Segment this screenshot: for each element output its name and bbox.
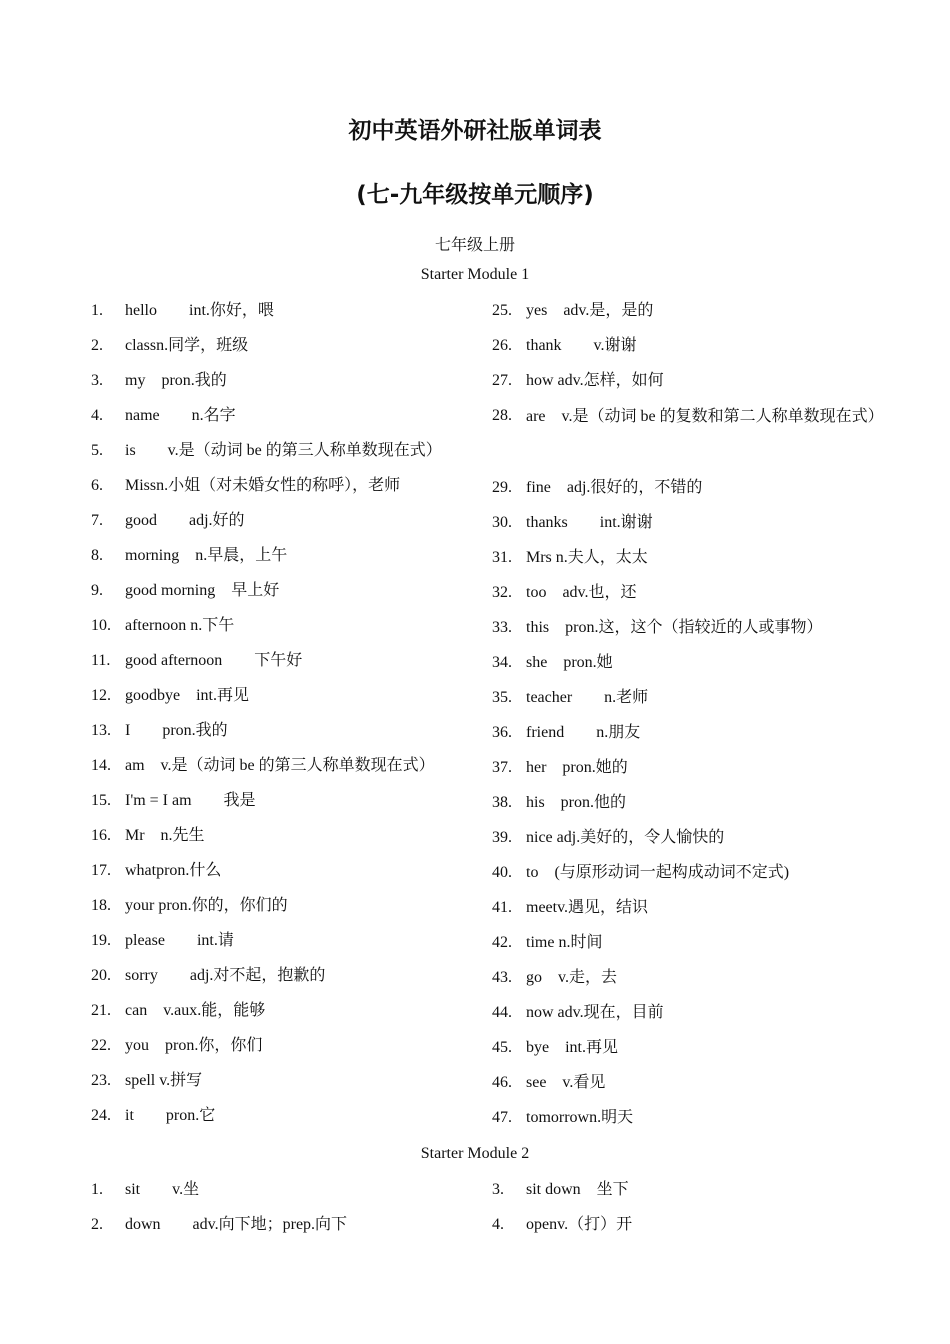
entry-text: down adv.向下地；prep.向下 — [125, 1216, 348, 1233]
vocab-entry — [492, 406, 882, 478]
entry-text: name n.名字 — [125, 407, 236, 424]
entry-number: 13. — [91, 722, 111, 739]
entry-number: 44. — [492, 1004, 512, 1021]
entry-text: your pron.你的，你们的 — [125, 897, 288, 914]
vocab-entry — [492, 1038, 882, 1073]
vocab-entry — [492, 478, 882, 513]
vocab-entry — [91, 406, 481, 441]
entry-number: 46. — [492, 1074, 512, 1091]
entry-text: sit down 坐下 — [526, 1181, 629, 1198]
module-1-right-column — [492, 301, 882, 1143]
entry-number: 30. — [492, 514, 512, 531]
document-title: 初中英语外研社版单词表 — [348, 118, 602, 144]
vocab-entry — [492, 548, 882, 583]
entry-number: 26. — [492, 337, 512, 354]
entry-number: 20. — [91, 967, 111, 984]
vocab-entry — [91, 931, 481, 966]
entry-text: she pron.她 — [526, 654, 613, 671]
entry-text: yes adv.是，是的 — [526, 302, 654, 319]
entry-number: 40. — [492, 864, 512, 881]
vocab-entry — [492, 968, 882, 1003]
entry-number: 8. — [91, 547, 103, 564]
entry-number: 23. — [91, 1072, 111, 1089]
entry-text: it pron.它 — [125, 1107, 216, 1124]
entry-text: now adv.现在，目前 — [526, 1004, 664, 1021]
entry-number: 7. — [91, 512, 103, 529]
entry-number: 41. — [492, 899, 512, 916]
entry-text: I pron.我的 — [125, 722, 228, 739]
vocab-entry — [91, 896, 481, 931]
vocab-entry — [91, 1071, 481, 1106]
entry-number: 1. — [91, 1181, 103, 1198]
entry-text: my pron.我的 — [125, 372, 227, 389]
entry-text: spell v.拼写 — [125, 1072, 203, 1089]
entry-text: afternoon n.下午 — [125, 617, 235, 634]
entry-text: nice adj.美好的，令人愉快的 — [526, 829, 725, 846]
entry-number: 37. — [492, 759, 512, 776]
entry-text: to (与原形动词一起构成动词不定式) — [526, 864, 790, 881]
entry-number: 47. — [492, 1109, 512, 1126]
module-heading: Starter Module 2 — [420, 1145, 530, 1162]
entry-text: you pron.你，你们 — [125, 1037, 263, 1054]
entry-text: tomorrown.明天 — [526, 1109, 634, 1126]
entry-text: see v.看见 — [526, 1074, 606, 1091]
entry-number: 35. — [492, 689, 512, 706]
vocab-entry — [492, 1215, 882, 1250]
entry-text: bye int.再见 — [526, 1039, 618, 1056]
vocab-entry — [492, 618, 882, 653]
entry-text: morning n.早晨，上午 — [125, 547, 288, 564]
entry-text: good morning 早上好 — [125, 582, 280, 599]
vocab-entry — [492, 758, 882, 793]
entry-number: 42. — [492, 934, 512, 951]
vocab-entry — [492, 653, 882, 688]
entry-number: 12. — [91, 687, 111, 704]
entry-text: go v.走，去 — [526, 969, 617, 986]
entry-text: whatpron.什么 — [125, 862, 222, 879]
vocab-entry — [91, 791, 481, 826]
entry-number: 39. — [492, 829, 512, 846]
entry-number: 24. — [91, 1107, 111, 1124]
vocab-entry — [91, 1001, 481, 1036]
entry-number: 43. — [492, 969, 512, 986]
entry-text: hello int.你好，喂 — [125, 302, 274, 319]
entry-text: goodbye int.再见 — [125, 687, 249, 704]
module-2-right-column — [492, 1180, 882, 1250]
entry-number: 21. — [91, 1002, 111, 1019]
entry-number: 25. — [492, 302, 512, 319]
vocab-entry — [492, 301, 882, 336]
entry-text: Mr n.先生 — [125, 827, 205, 844]
entry-number: 28. — [492, 407, 512, 424]
vocab-entry — [91, 966, 481, 1001]
entry-text: can v.aux.能，能够 — [125, 1002, 266, 1019]
entry-number: 14. — [91, 757, 111, 774]
module-heading: Starter Module 1 — [420, 266, 530, 283]
entry-number: 27. — [492, 372, 512, 389]
module-2-left-column — [91, 1180, 481, 1250]
vocab-entry — [492, 583, 882, 618]
vocab-entry — [492, 1003, 882, 1038]
entry-number: 3. — [91, 372, 103, 389]
entry-text: thank v.谢谢 — [526, 337, 637, 354]
vocab-entry — [492, 1073, 882, 1108]
entry-number: 9. — [91, 582, 103, 599]
entry-text: classn.同学，班级 — [125, 337, 249, 354]
vocab-entry — [91, 1180, 481, 1215]
entry-number: 33. — [492, 619, 512, 636]
entry-text: are v.是（动词 be 的复数和第二人称单数现在式） — [526, 408, 884, 425]
vocab-entry — [91, 476, 481, 511]
entry-number: 18. — [91, 897, 111, 914]
vocab-entry — [492, 513, 882, 548]
grade-heading: 七年级上册 — [434, 237, 515, 254]
vocab-entry — [492, 688, 882, 723]
entry-text: please int.请 — [125, 932, 234, 949]
vocab-entry — [91, 1106, 481, 1141]
vocab-entry — [492, 793, 882, 828]
module-1-left-column — [91, 301, 481, 1141]
entry-number: 31. — [492, 549, 512, 566]
vocab-entry — [91, 441, 481, 476]
entry-text: fine adj.很好的，不错的 — [526, 479, 703, 496]
entry-number: 1. — [91, 302, 103, 319]
entry-number: 15. — [91, 792, 111, 809]
entry-text: thanks int.谢谢 — [526, 514, 653, 531]
entry-number: 22. — [91, 1037, 111, 1054]
entry-text: meetv.遇见，结识 — [526, 899, 649, 916]
entry-text: good afternoon 下午好 — [125, 652, 303, 669]
entry-text: I'm = I am 我是 — [125, 792, 256, 809]
entry-number: 38. — [492, 794, 512, 811]
entry-text: her pron.她的 — [526, 759, 628, 776]
entry-text: Mrs n.夫人，太太 — [526, 549, 648, 566]
vocab-entry — [91, 511, 481, 546]
entry-number: 19. — [91, 932, 111, 949]
vocab-entry — [91, 581, 481, 616]
entry-number: 45. — [492, 1039, 512, 1056]
entry-text: sorry adj.对不起，抱歉的 — [125, 967, 326, 984]
entry-text: how adv.怎样，如何 — [526, 372, 664, 389]
entry-number: 4. — [492, 1216, 504, 1233]
vocab-entry — [91, 826, 481, 861]
document-subtitle: (七-九年级按单元顺序) — [356, 182, 594, 208]
vocab-entry — [91, 721, 481, 756]
entry-text: am v.是（动词 be 的第三人称单数现在式） — [125, 757, 435, 774]
entry-text: sit v.坐 — [125, 1181, 200, 1198]
vocab-entry — [492, 828, 882, 863]
entry-number: 6. — [91, 477, 103, 494]
entry-number: 5. — [91, 442, 103, 459]
entry-text: his pron.他的 — [526, 794, 627, 811]
entry-number: 36. — [492, 724, 512, 741]
entry-text: too adv.也，还 — [526, 584, 637, 601]
vocab-entry — [91, 756, 481, 791]
vocab-entry — [91, 371, 481, 406]
vocab-entry — [91, 616, 481, 651]
entry-number: 3. — [492, 1181, 504, 1198]
entry-number: 16. — [91, 827, 111, 844]
entry-number: 17. — [91, 862, 111, 879]
entry-text: this pron.这，这个（指较近的人或事物） — [526, 619, 823, 636]
vocab-entry — [91, 546, 481, 581]
vocab-entry — [91, 861, 481, 896]
vocab-entry — [492, 863, 882, 898]
vocab-entry — [492, 1180, 882, 1215]
entry-number: 11. — [91, 652, 111, 669]
vocab-entry — [91, 686, 481, 721]
vocab-entry — [91, 301, 481, 336]
entry-text: is v.是（动词 be 的第三人称单数现在式） — [125, 442, 442, 459]
entry-number: 4. — [91, 407, 103, 424]
vocab-entry — [492, 336, 882, 371]
entry-number: 2. — [91, 337, 103, 354]
entry-text: good adj.好的 — [125, 512, 245, 529]
vocab-entry — [91, 1215, 481, 1250]
vocab-entry — [91, 336, 481, 371]
entry-number: 2. — [91, 1216, 103, 1233]
vocab-entry — [91, 651, 481, 686]
entry-number: 10. — [91, 617, 111, 634]
entry-text: openv.（打）开 — [526, 1216, 633, 1233]
vocab-entry — [492, 933, 882, 968]
entry-text: teacher n.老师 — [526, 689, 649, 706]
vocab-entry — [492, 723, 882, 758]
entry-number: 29. — [492, 479, 512, 496]
entry-text: friend n.朋友 — [526, 724, 641, 741]
entry-text: Missn.小姐（对未婚女性的称呼），老师 — [125, 477, 401, 494]
entry-number: 34. — [492, 654, 512, 671]
vocab-entry — [492, 1108, 882, 1143]
vocab-entry — [492, 898, 882, 933]
vocab-entry — [91, 1036, 481, 1071]
entry-text: time n.时间 — [526, 934, 603, 951]
entry-number: 32. — [492, 584, 512, 601]
